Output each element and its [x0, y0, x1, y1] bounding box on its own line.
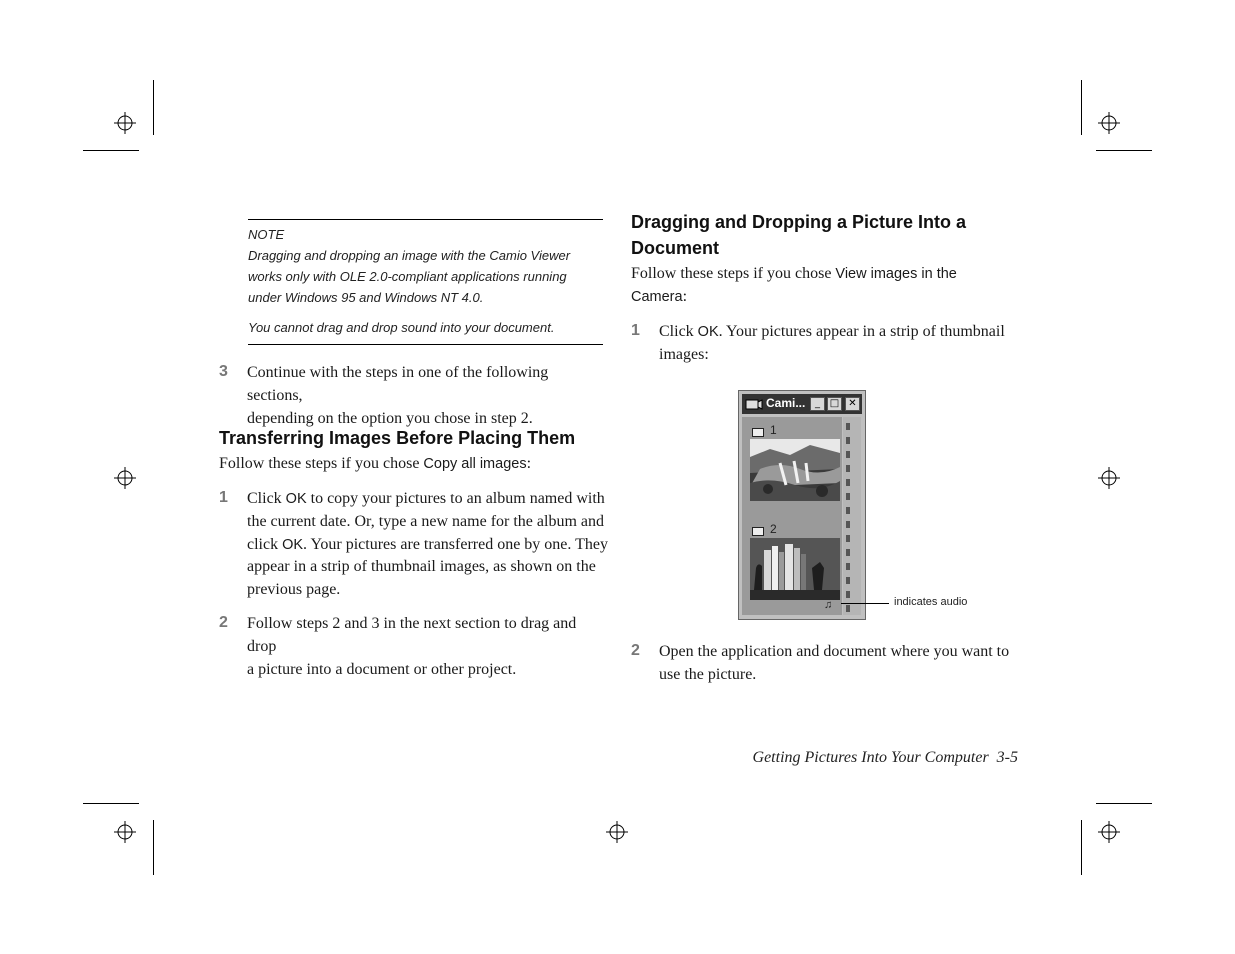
text-span: Follow these steps if you chose	[219, 455, 424, 472]
text-span: . Your pictures are transferred one by one. They	[303, 535, 608, 553]
footer-title: Getting Pictures Into Your Computer	[752, 749, 989, 766]
minimize-button[interactable]: _	[810, 397, 825, 411]
text-line: a picture into a document or other project.	[247, 660, 517, 678]
step-text	[247, 613, 609, 681]
section-heading: Transferring Images Before Placing Them	[219, 428, 576, 448]
note-line: under Windows 95 and Windows NT 4.0.	[248, 290, 484, 305]
text-span: :	[682, 287, 688, 305]
heading-line: Dragging and Dropping a Picture Into a	[631, 212, 967, 232]
page-footer	[700, 749, 1018, 767]
step-number: 1	[219, 489, 228, 506]
camera-icon	[752, 527, 764, 536]
text-line: use the picture.	[659, 665, 757, 683]
ok-label: OK	[282, 536, 304, 553]
step-text	[247, 488, 609, 602]
step-text	[659, 641, 1021, 687]
text-line	[631, 263, 1021, 286]
camera-icon	[752, 428, 764, 437]
step-text	[659, 321, 1021, 367]
text-line	[659, 321, 1021, 344]
note-line: You cannot drag and drop sound into your document.	[248, 320, 555, 335]
step-number: 1	[631, 322, 640, 339]
registration-mark-icon	[114, 821, 136, 843]
text-line: the current date. Or, type a new name for the album and	[247, 512, 604, 530]
step-number: 2	[631, 642, 640, 659]
note-label: NOTE	[248, 227, 285, 242]
film-rail	[843, 417, 861, 615]
close-button[interactable]: ✕	[845, 397, 860, 411]
text-span: Follow these steps if you chose	[631, 265, 836, 282]
thumbnail-number: 2	[770, 522, 777, 536]
text-line: depending on the option you chose in step 2.	[247, 409, 533, 427]
window-titlebar	[742, 394, 862, 414]
camera-app-icon	[745, 398, 763, 410]
window-title: Cami...	[766, 396, 806, 410]
step-text	[247, 362, 607, 430]
step-number: 2	[219, 614, 228, 631]
thumbnail-image-2[interactable]	[750, 538, 840, 600]
thumbnail-image-1[interactable]	[750, 439, 840, 501]
text-line: appear in a strip of thumbnail images, as shown on the	[247, 558, 596, 576]
note-line: works only with OLE 2.0-compliant applications running	[248, 269, 567, 284]
registration-mark-icon	[606, 821, 628, 843]
ok-label: OK	[285, 491, 307, 507]
note-line: Dragging and dropping an image with the Camio Viewer	[248, 248, 571, 263]
text-span: . Your pictures appear in a strip of thumbnail	[718, 323, 1005, 340]
text-span: Click	[247, 490, 286, 507]
registration-mark-icon	[1098, 112, 1120, 134]
option-label: Copy all images	[423, 456, 527, 472]
callout-label: indicates audio	[894, 596, 968, 608]
ok-label: OK	[697, 324, 719, 340]
registration-mark-icon	[114, 112, 136, 134]
section-intro	[219, 453, 609, 476]
audio-note-icon[interactable]: ♫	[824, 599, 833, 611]
text-line	[247, 488, 609, 511]
note-box	[248, 219, 603, 345]
heading-line: Document	[631, 238, 720, 258]
section-heading	[631, 209, 1031, 261]
text-span: to copy your pictures to an album named with	[306, 490, 605, 507]
thumbnail-number: 1	[770, 423, 777, 437]
camio-viewer-window	[738, 390, 866, 620]
registration-mark-icon	[1098, 467, 1120, 489]
text-line: Open the application and document where you want to	[659, 643, 1010, 660]
text-line: Follow steps 2 and 3 in the next section to drag and drop	[247, 615, 577, 655]
callout-leader	[841, 603, 889, 604]
text-line: images:	[659, 345, 709, 363]
step-number: 3	[219, 363, 228, 380]
option-label: View images in the	[835, 266, 957, 282]
text-line: previous page.	[247, 581, 341, 599]
text-span: click	[247, 535, 283, 553]
text-line	[631, 286, 1021, 309]
option-label: Camera	[631, 288, 683, 305]
text-line	[247, 534, 609, 557]
text-span: Click	[659, 323, 698, 340]
text-line: Continue with the steps in one of the following sections,	[247, 364, 549, 404]
section-intro	[631, 263, 1021, 309]
maximize-button[interactable]: □	[827, 397, 842, 411]
film-perforation-icon	[843, 417, 861, 615]
registration-mark-icon	[114, 467, 136, 489]
text-span: :	[526, 455, 532, 472]
thumbnail-strip[interactable]	[742, 417, 842, 615]
page-number: 3-5	[996, 749, 1018, 766]
registration-mark-icon	[1098, 821, 1120, 843]
